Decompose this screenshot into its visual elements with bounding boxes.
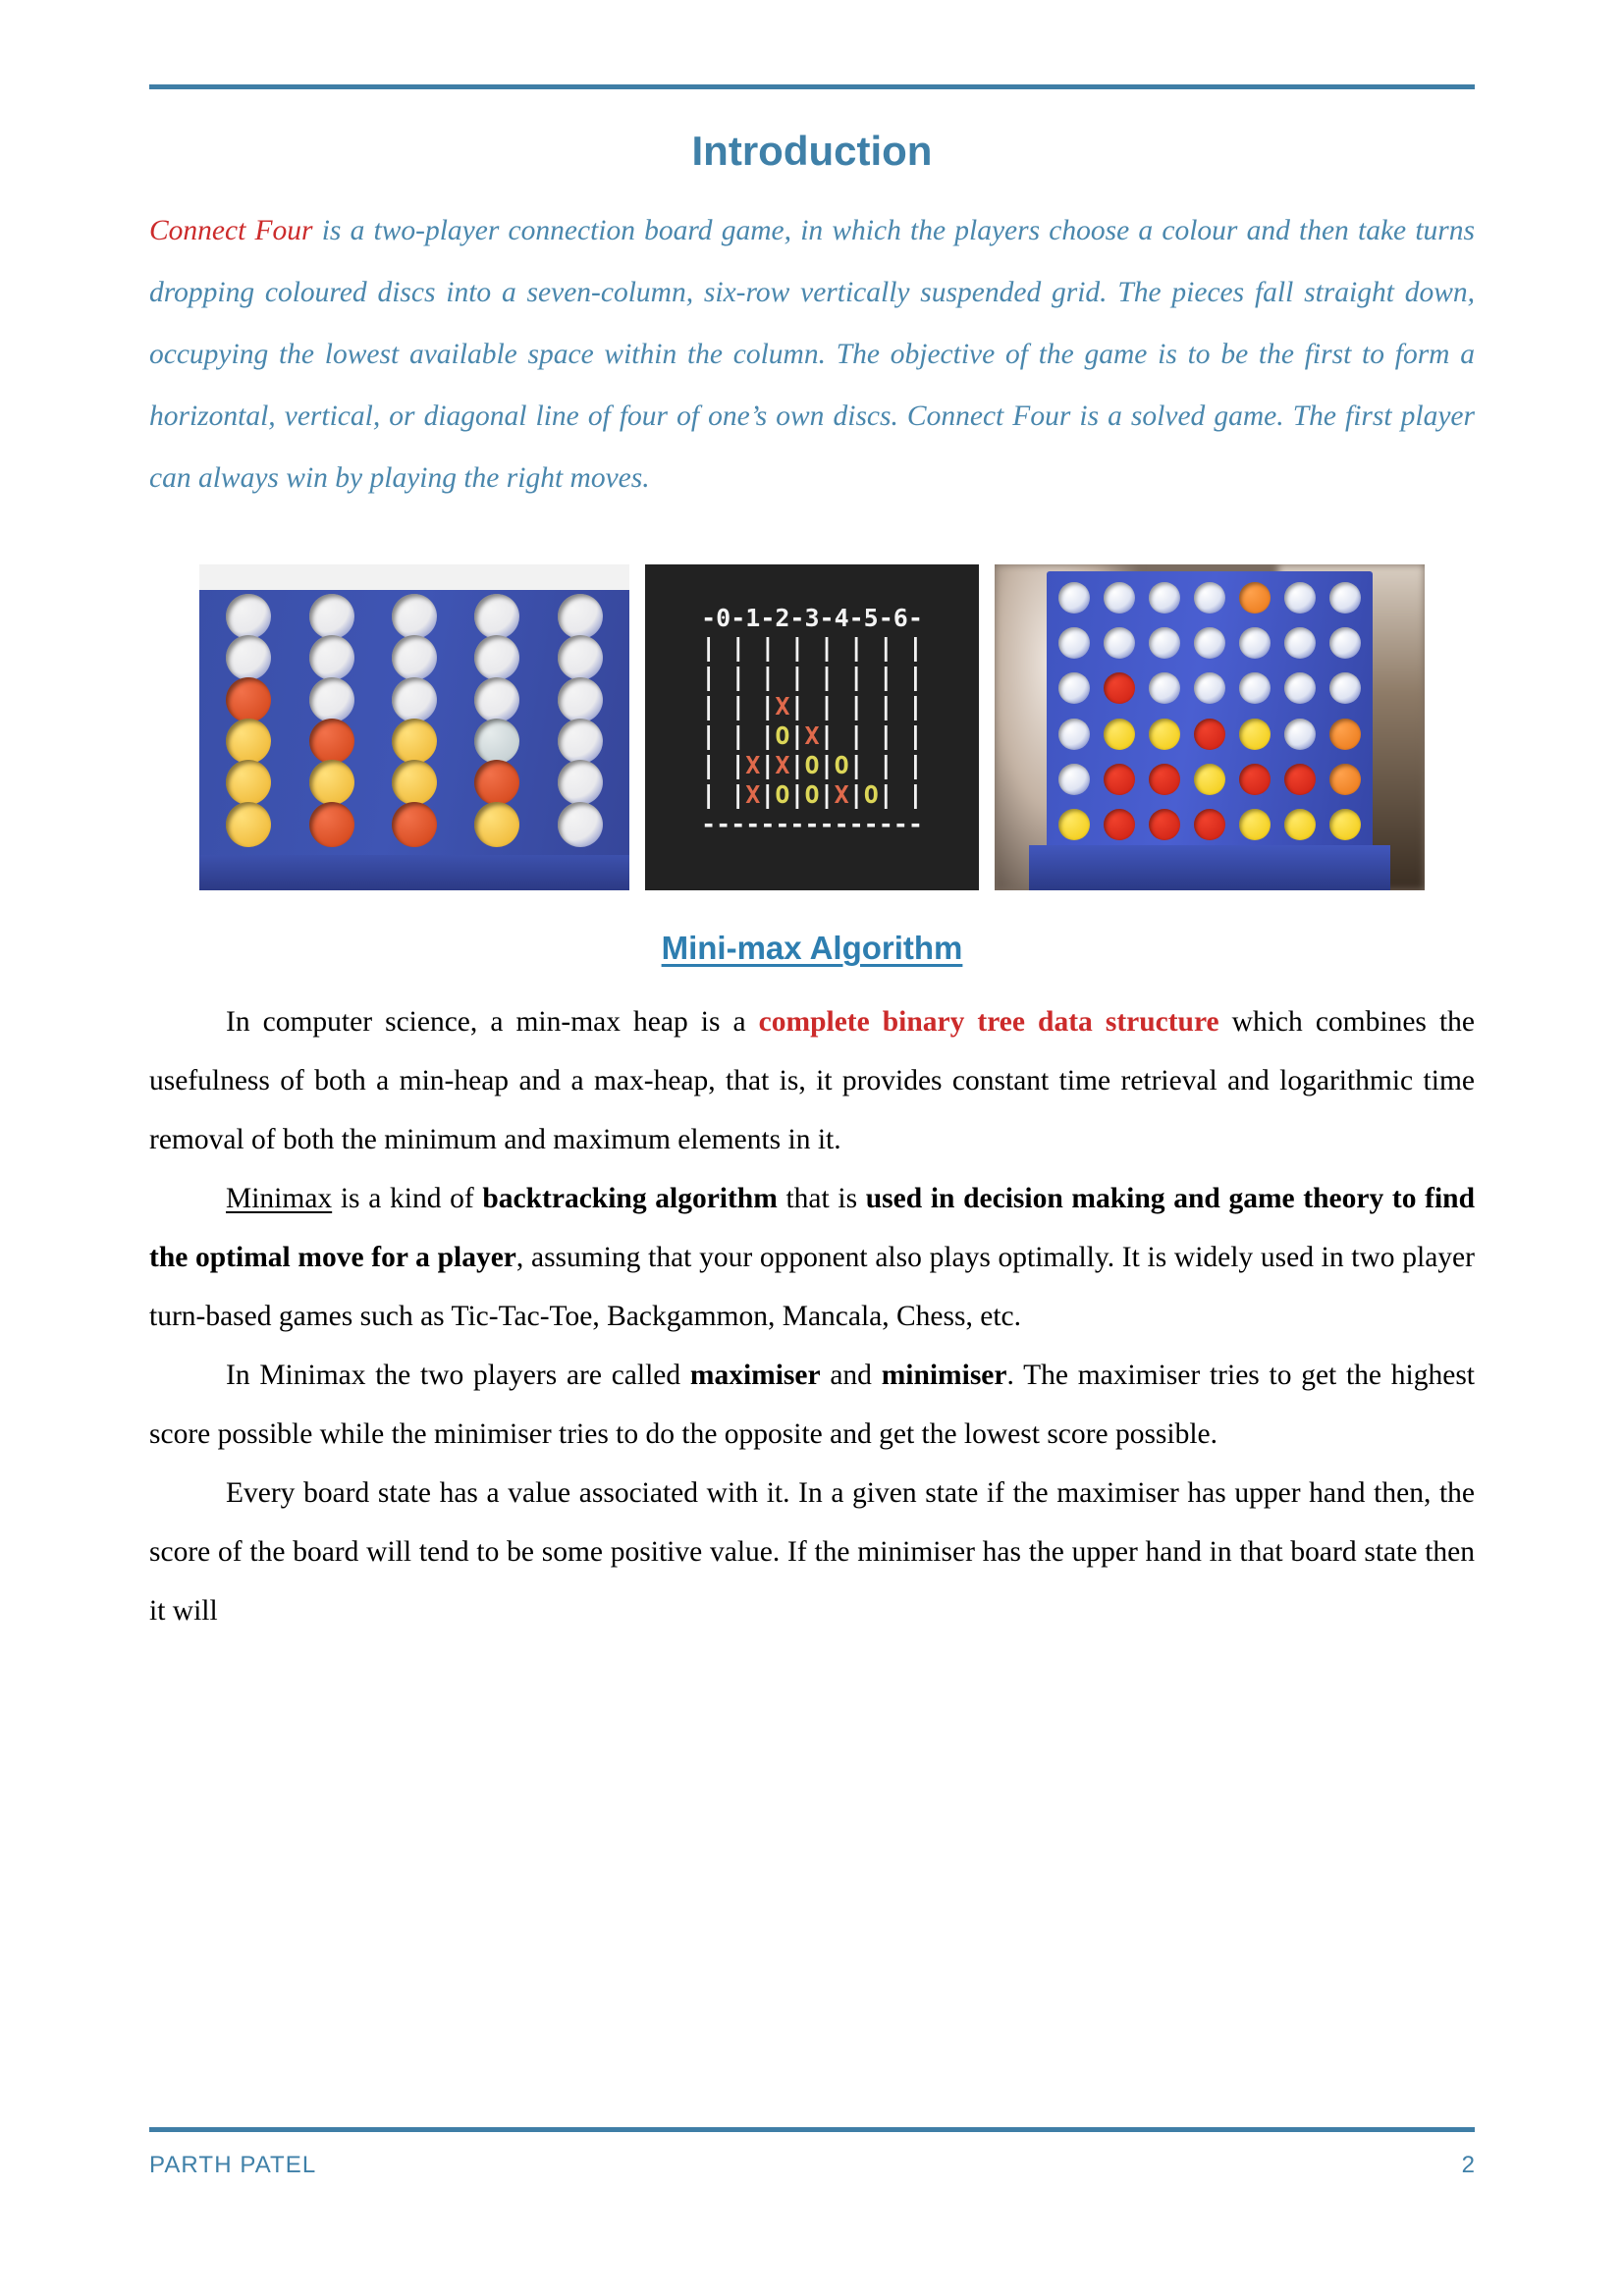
- paragraph-maximiser-minimiser: [149, 1346, 1475, 1464]
- ascii-row-3: | | |O|X| | | |: [701, 721, 923, 750]
- p3-bold-minimiser: minimiser: [881, 1360, 1007, 1391]
- board-grid: [199, 590, 629, 851]
- page-content: [149, 128, 1475, 1640]
- page-title: Introduction: [691, 128, 933, 174]
- footer-author: PARTH PATEL: [149, 2152, 317, 2178]
- p1-highlight: complete binary tree data structure: [758, 1006, 1219, 1038]
- paragraph-board-state-value: Every board state has a value associated with it. In a given state if the maximiser has upper hand then, the score of the board will tend to be some positive value. If the minimiser has the upper hand in that board state then it will: [149, 1477, 1475, 1627]
- ascii-footer-row: ---------------: [701, 810, 923, 838]
- ascii-row-1: | | | | | | | |: [701, 663, 923, 691]
- header-divider: [149, 84, 1475, 89]
- connect-four-scene-illustration: [995, 564, 1425, 890]
- paragraph-min-max-heap: [149, 992, 1475, 1169]
- scene-board-grid: [1047, 571, 1374, 852]
- figure-ascii-board: [645, 564, 979, 890]
- scene-board-base: [1029, 845, 1390, 890]
- p1-tail: which combines the usefulness of both a min-heap and a max-heap, that is, it provides constant time retrieval and logarithmic time removal of both the minimum and maximum elements in it.: [149, 1006, 1475, 1155]
- ascii-row-4: | |X|X|O|O| | |: [701, 751, 923, 779]
- ascii-header-row: -0-1-2-3-4-5-6-: [701, 604, 923, 632]
- p2-bold-backtracking: backtracking algorithm: [482, 1183, 778, 1214]
- p2-part1: is a kind of: [332, 1183, 483, 1214]
- ascii-row-5: | |X|O|O|X|O| |: [701, 780, 923, 809]
- intro-body: is a two-player connection board game, in which the players choose a colour and then take turns dropping coloured discs into a seven-column, six-row vertically suspended grid. The pieces fall straight down, occupying the lowest available space within the column. The objective of the game is to be the first to form a horizontal, vertical, or diagonal line of four of one’s own discs. Connect Four is a solved game. The first player can always win by playing the right moves.: [149, 215, 1475, 494]
- figure-connect-four-board-photo: [199, 564, 629, 890]
- terminal-connect-four-board: [645, 564, 979, 890]
- p2-bold-decision-making: used in decision making and game theory to find the optimal move for a player: [149, 1183, 1475, 1273]
- footer-divider: [149, 2127, 1475, 2132]
- board-base: [199, 855, 629, 890]
- p3-part2: and: [820, 1360, 882, 1391]
- section-title-minimax: Mini-max Algorithm: [661, 930, 963, 966]
- p2-underlined-term: Minimax: [226, 1183, 333, 1214]
- paragraph-minimax-backtracking: [149, 1169, 1475, 1346]
- p2-part2: that is: [777, 1183, 866, 1214]
- ascii-row-0: | | | | | | | |: [701, 633, 923, 662]
- figure-row: [149, 564, 1475, 890]
- connect-four-board-illustration: [199, 564, 629, 890]
- intro-paragraph: [149, 200, 1475, 509]
- p3-part3: . The maximiser tries to get the highest score possible while the minimiser tries to do the opposite and get the lowest score possible.: [149, 1360, 1475, 1450]
- ascii-row-2: | | |X| | | | |: [701, 692, 923, 721]
- footer-page-number: 2: [1461, 2152, 1475, 2178]
- p1-lead: In computer science, a min-max heap is a: [226, 1006, 759, 1038]
- figure-connect-four-players-photo: [995, 564, 1425, 890]
- p3-part1: In Minimax the two players are called: [226, 1360, 690, 1391]
- intro-keyword: Connect Four: [149, 215, 313, 246]
- p2-part3: , assuming that your opponent also plays optimally. It is widely used in two player turn-based games such as Tic-Tac-Toe, Backgammon, Mancala, Chess, etc.: [149, 1242, 1475, 1332]
- p3-bold-maximiser: maximiser: [689, 1360, 821, 1391]
